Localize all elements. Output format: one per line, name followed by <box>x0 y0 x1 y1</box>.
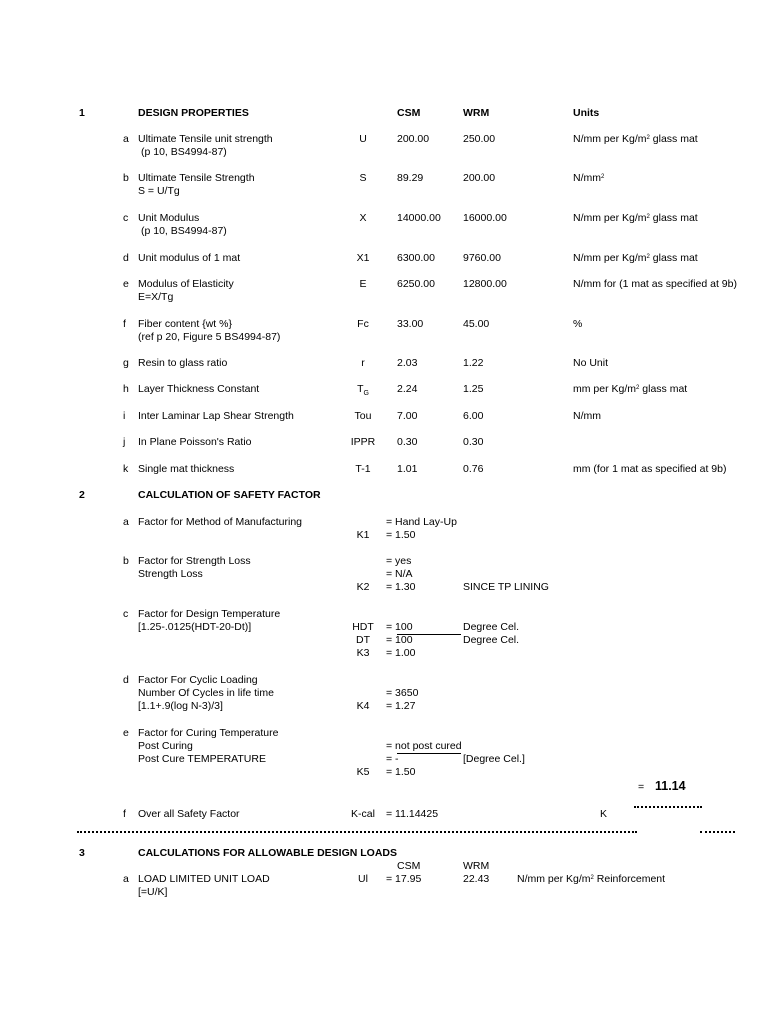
wrm-value: 1.25 <box>463 383 484 395</box>
row-letter: b <box>123 555 129 567</box>
row-letter: a <box>123 873 129 885</box>
column-header-wrm: WRM <box>463 107 490 119</box>
property-name: In Plane Poisson's Ratio <box>138 436 252 448</box>
factor-formula: [1.1+.9(log N-3)/3] <box>138 700 223 712</box>
csm-value: 7.00 <box>397 410 418 422</box>
csm-value: 1.01 <box>397 463 418 475</box>
property-note: S = U/Tg <box>138 185 180 197</box>
property-name: Ultimate Tensile unit strength <box>138 133 273 145</box>
wrm-value: 16000.00 <box>463 212 507 224</box>
property-note: (ref p 20, Figure 5 BS4994-87) <box>138 331 281 343</box>
section-title: CALCULATION OF SAFETY FACTOR <box>138 489 321 501</box>
property-symbol: X1 <box>356 252 370 264</box>
factor-symbol: K3 <box>356 647 370 659</box>
unit-text: $N/mm^2$ <box>573 172 605 184</box>
csm-value: 2.24 <box>397 383 418 395</box>
factor-input-value: = yes <box>386 555 412 567</box>
factor-unit: Degree Cel. <box>463 621 520 633</box>
row-letter: e <box>123 278 129 290</box>
factor-value: = 1.27 <box>386 700 416 712</box>
column-header-csm: CSM <box>397 860 421 872</box>
property-name: Modulus of Elasticity <box>138 278 234 290</box>
property-symbol: r <box>361 357 365 369</box>
row-letter: d <box>123 252 129 264</box>
csm-value: 2.03 <box>397 357 418 369</box>
factor-unit: [Degree Cel.] <box>463 753 525 765</box>
property-symbol: Tou <box>354 410 372 422</box>
property-symbol: E <box>359 278 367 290</box>
factor-value: = 1.00 <box>386 647 416 659</box>
row-letter: a <box>123 516 129 528</box>
factor-value: = 1.50 <box>386 529 416 541</box>
property-symbol: T-1 <box>355 463 371 475</box>
section-title: CALCULATIONS FOR ALLOWABLE DESIGN LOADS <box>138 847 397 859</box>
factor-name: Factor for Design Temperature <box>138 608 281 620</box>
column-header-wrm: WRM <box>463 860 490 872</box>
unit-text: mm (for 1 mat as specified at 9b) <box>573 463 727 475</box>
dotted-separator <box>700 831 735 833</box>
row-letter: c <box>123 608 129 620</box>
factor-formula: [1.25-.0125(HDT-20-Dt)] <box>138 621 252 633</box>
factor-subname: Post Curing <box>138 740 193 752</box>
unit-text: No Unit <box>573 357 609 369</box>
section-number: 2 <box>79 489 85 501</box>
row-letter: k <box>123 463 129 475</box>
section-number: 1 <box>79 107 85 119</box>
csm-value: 6300.00 <box>397 252 435 264</box>
property-name: Layer Thickness Constant <box>138 383 260 395</box>
wrm-value: 200.00 <box>463 172 496 184</box>
factor-name: Factor for Strength Loss <box>138 555 251 567</box>
row-letter: h <box>123 383 129 395</box>
property-name: Unit modulus of 1 mat <box>138 252 241 264</box>
property-note: (p 10, BS4994-87) <box>141 146 227 158</box>
property-symbol: $T_G$ <box>357 383 369 398</box>
property-symbol: S <box>359 172 367 184</box>
dotted-separator <box>77 831 637 833</box>
property-name: Fiber content {wt %} <box>138 318 232 330</box>
factor-input-value: = 100 <box>386 621 413 633</box>
property-symbol: Fc <box>357 318 369 330</box>
property-name: Ultimate Tensile Strength <box>138 172 255 184</box>
row-letter: b <box>123 172 129 184</box>
csm-value: 33.00 <box>397 318 424 330</box>
factor-subname: Strength Loss <box>138 568 203 580</box>
factor-note: SINCE TP LINING <box>463 581 549 593</box>
csm-value: 6250.00 <box>397 278 435 290</box>
load-name: LOAD LIMITED UNIT LOAD <box>138 873 270 885</box>
wrm-value: 0.76 <box>463 463 484 475</box>
row-letter: f <box>123 808 126 820</box>
factor-symbol: DT <box>356 634 370 646</box>
property-note: (p 10, BS4994-87) <box>141 225 227 237</box>
csm-value: = 17.95 <box>386 873 422 885</box>
wrm-value: 250.00 <box>463 133 496 145</box>
factor-symbol: HDT <box>352 621 374 633</box>
factor-name: Factor for Method of Manufacturing <box>138 516 302 528</box>
unit-text: N/mm per $Kg/m^2$ Reinforcement <box>517 873 666 885</box>
factor-symbol: K2 <box>356 581 370 593</box>
property-symbol: U <box>359 133 367 145</box>
factor-input-value: = 100 <box>386 634 413 646</box>
row-letter: d <box>123 674 129 686</box>
csm-value: 14000.00 <box>397 212 441 224</box>
factor-unit: Degree Cel. <box>463 634 520 646</box>
property-name: Single mat thickness <box>138 463 235 475</box>
factor-symbol: K1 <box>356 529 370 541</box>
section-number: 3 <box>79 847 85 859</box>
wrm-value: 22.43 <box>463 873 490 885</box>
column-header-units: Units <box>573 107 600 119</box>
wrm-value: 9760.00 <box>463 252 501 264</box>
factor-input-value: = N/A <box>386 568 413 580</box>
dotted-divider <box>634 806 702 808</box>
row-letter: e <box>123 727 129 739</box>
property-name: Unit Modulus <box>138 212 200 224</box>
factor-input-value: = Hand Lay-Up <box>386 516 457 528</box>
csm-value: 0.30 <box>397 436 418 448</box>
row-letter: c <box>123 212 129 224</box>
load-symbol: Ul <box>358 873 368 885</box>
factor-symbol: K5 <box>356 766 370 778</box>
factor-input-value: = 3650 <box>386 687 419 699</box>
safety-factor-k-value: 11.14 <box>655 779 686 793</box>
wrm-value: 6.00 <box>463 410 484 422</box>
factor-subname: Post Cure TEMPERATURE <box>138 753 266 765</box>
factor-value: = 1.30 <box>386 581 416 593</box>
row-letter: g <box>123 357 129 369</box>
section-title: DESIGN PROPERTIES <box>138 107 249 119</box>
column-header-csm: CSM <box>397 107 421 119</box>
property-symbol: X <box>359 212 367 224</box>
row-letter: f <box>123 318 126 330</box>
factor-input-value: = - <box>386 753 399 765</box>
load-formula: [=U/K] <box>138 886 168 898</box>
row-letter: i <box>123 410 126 422</box>
csm-value: 200.00 <box>397 133 430 145</box>
factor-name: Over all Safety Factor <box>138 808 240 820</box>
factor-symbol: K4 <box>356 700 370 712</box>
factor-name: Factor For Cyclic Loading <box>138 674 258 686</box>
k-equals-sign: = <box>638 781 645 793</box>
k-label: K <box>600 808 608 820</box>
row-letter: a <box>123 133 129 145</box>
factor-subname: Number Of Cycles in life time <box>138 687 274 699</box>
unit-text: mm per $Kg/m^2$ glass mat <box>573 383 688 395</box>
factor-symbol: K-cal <box>351 808 375 820</box>
csm-value: 89.29 <box>397 172 424 184</box>
factor-name: Factor for Curing Temperature <box>138 727 279 739</box>
property-name: Inter Laminar Lap Shear Strength <box>138 410 294 422</box>
underline <box>397 753 461 754</box>
unit-text: N/mm <box>573 410 601 422</box>
property-symbol: IPPR <box>350 436 376 448</box>
unit-text: N/mm for (1 mat as specified at 9b) <box>573 278 737 290</box>
unit-text: N/mm per $Kg/m^2$ glass mat <box>573 212 698 224</box>
property-name: Resin to glass ratio <box>138 357 228 369</box>
wrm-value: 45.00 <box>463 318 490 330</box>
factor-input-value: = not post cured <box>386 740 462 752</box>
wrm-value: 12800.00 <box>463 278 507 290</box>
wrm-value: 0.30 <box>463 436 484 448</box>
unit-text: N/mm per $Kg/m^2$ glass mat <box>573 133 698 145</box>
property-note: E=X/Tg <box>138 291 174 303</box>
factor-value: = 11.14425 <box>386 808 439 820</box>
factor-value: = 1.50 <box>386 766 416 778</box>
unit-text: N/mm per $Kg/m^2$ glass mat <box>573 252 698 264</box>
row-letter: j <box>123 436 126 448</box>
wrm-value: 1.22 <box>463 357 484 369</box>
unit-text: % <box>573 318 583 330</box>
